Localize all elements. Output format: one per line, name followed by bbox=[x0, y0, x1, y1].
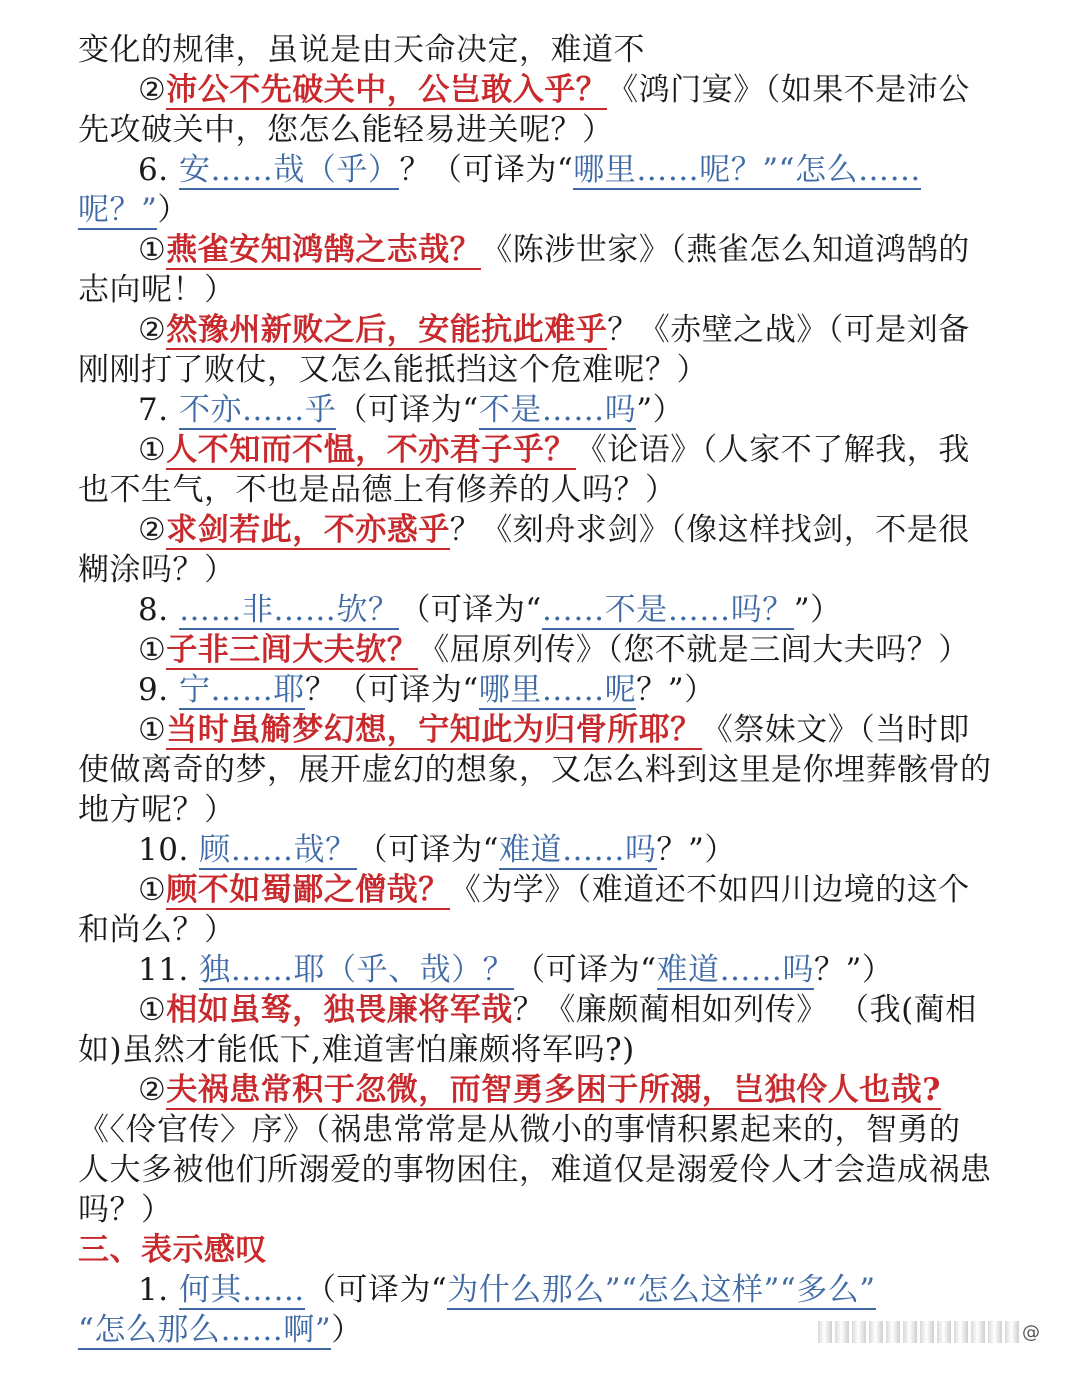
pattern-text: 何其…… bbox=[178, 1272, 305, 1308]
translation-prefix: ？（可译为“ bbox=[399, 152, 574, 188]
text-line-29 bbox=[78, 1150, 1003, 1190]
translation-suffix: ？”） bbox=[636, 672, 716, 708]
example-sentence: 当时虽觭梦幻想，宁知此为归骨所耶？ bbox=[166, 712, 702, 748]
line-text: ） bbox=[157, 192, 189, 228]
example-sentence: 子非三闾大夫欤？ bbox=[166, 632, 419, 668]
example-sentence: 然豫州新败之后，安能抗此难乎 bbox=[166, 312, 608, 348]
pattern-line-9 bbox=[138, 670, 1003, 710]
pattern-line-6 bbox=[138, 150, 1003, 190]
line-text: 地方呢？） bbox=[78, 792, 236, 828]
example-number: ② bbox=[138, 512, 167, 548]
watermark-bar bbox=[954, 1321, 968, 1343]
example-line-2 bbox=[138, 70, 1003, 110]
example-number: ① bbox=[138, 632, 167, 668]
text-line-5 bbox=[78, 190, 1003, 230]
pattern-line-10 bbox=[138, 830, 1003, 870]
section-heading bbox=[78, 1230, 1003, 1270]
watermark-bar bbox=[1005, 1321, 1019, 1343]
text-line-12 bbox=[78, 470, 1003, 510]
translation-prefix: （可译为“ bbox=[336, 392, 479, 428]
example-sentence: 沛公不先破关中，公岂敢入乎？ bbox=[166, 72, 608, 108]
pattern-line-8 bbox=[138, 590, 1003, 630]
example-number: ② bbox=[138, 72, 167, 108]
translation-suffix: ？”） bbox=[656, 832, 736, 868]
line-text: 志向呢！） bbox=[78, 272, 236, 308]
watermark-bar bbox=[937, 1321, 951, 1343]
watermark-bar bbox=[886, 1321, 900, 1343]
text-line-19 bbox=[78, 750, 1003, 790]
example-source: 《鸿门宴》（如果不是沛公 bbox=[607, 72, 970, 108]
pattern-number: 7. bbox=[138, 392, 179, 428]
example-source: 《为学》（难道还不如四川边境的这个 bbox=[449, 872, 970, 908]
text-line-9 bbox=[78, 350, 1003, 390]
line-text: 和尚么？） bbox=[78, 912, 236, 948]
text-line-30 bbox=[78, 1190, 1003, 1230]
line-text: 《〈伶官传〉序》（祸患常常是从微小的事情积累起来的，智勇的 bbox=[78, 1112, 961, 1148]
line-text: 糊涂吗？） bbox=[78, 552, 236, 588]
pattern-text: 安……哉（乎） bbox=[178, 152, 400, 188]
pattern-line-11 bbox=[138, 950, 1003, 990]
example-number: ① bbox=[138, 992, 167, 1028]
example-number: ① bbox=[138, 232, 167, 268]
example-source: 《陈涉世家》（燕雀怎么知道鸿鹄的 bbox=[481, 232, 970, 268]
example-line-25 bbox=[138, 990, 1003, 1030]
text-line-26 bbox=[78, 1030, 1003, 1070]
pattern-number: 9. bbox=[138, 672, 179, 708]
line-text: 刚刚打了败仗，又怎么能抵挡这个危难呢？） bbox=[78, 352, 708, 388]
pattern-text: ……非……欤？ bbox=[178, 592, 400, 628]
example-source: ？《廉颇蔺相如列传》 （我(蔺相 bbox=[512, 992, 977, 1028]
pattern-line-7 bbox=[138, 390, 1003, 430]
translation-text: 呢？” bbox=[78, 192, 158, 228]
translation-prefix: （可译为“ bbox=[304, 1272, 448, 1308]
pattern-number: 1. bbox=[138, 1272, 179, 1308]
example-sentence: 求剑若此，不亦惑乎 bbox=[166, 512, 450, 548]
example-sentence: 顾不如蜀鄙之僧哉？ bbox=[166, 872, 450, 908]
line-text: 先攻破关中，您怎么能轻易进关呢？） bbox=[78, 112, 614, 148]
text-line-28 bbox=[78, 1110, 1003, 1150]
example-line-18 bbox=[138, 710, 1003, 750]
translation-suffix: ”） bbox=[636, 392, 685, 428]
example-sentence: 燕雀安知鸿鹄之志哉？ bbox=[166, 232, 482, 268]
example-line-16 bbox=[138, 630, 1003, 670]
example-number: ① bbox=[138, 872, 167, 908]
translation-text: “怎么那么……啊” bbox=[78, 1312, 332, 1348]
line-text: 人大多被他们所溺爱的事物困住，难道仅是溺爱伶人才会造成祸患 bbox=[78, 1152, 992, 1188]
text-line-20 bbox=[78, 790, 1003, 830]
text-line-3 bbox=[78, 110, 1003, 150]
pattern-line-1 bbox=[138, 1270, 1003, 1310]
example-source: ？《赤壁之战》（可是刘备 bbox=[607, 312, 970, 348]
translation-prefix: （可译为“ bbox=[356, 832, 500, 868]
example-sentence: 人不知而不愠，不亦君子乎？ bbox=[166, 432, 576, 468]
example-source: 《祭妹文》（当时即 bbox=[701, 712, 970, 748]
line-text: 也不生气，不也是品德上有修养的人吗？） bbox=[78, 472, 677, 508]
watermark-bar bbox=[852, 1321, 866, 1343]
example-source: 《屈原列传》（您不就是三闾大夫吗？） bbox=[418, 632, 970, 668]
pattern-text: 宁……耶 bbox=[178, 672, 305, 708]
line-text: ） bbox=[331, 1312, 363, 1348]
translation-text: 难道……吗 bbox=[499, 832, 657, 868]
pattern-text: 顾……哉？ bbox=[199, 832, 357, 868]
example-number: ① bbox=[138, 432, 167, 468]
example-source: 《论语》（人家不了解我，我 bbox=[575, 432, 970, 468]
example-number: ② bbox=[138, 312, 167, 348]
watermark-bar bbox=[903, 1321, 917, 1343]
heading-text: 三、表示感叹 bbox=[78, 1232, 267, 1268]
text-line-23 bbox=[78, 910, 1003, 950]
example-number: ② bbox=[138, 1072, 167, 1108]
watermark-bar bbox=[818, 1321, 832, 1343]
example-line-11 bbox=[138, 430, 1003, 470]
pattern-number: 6. bbox=[138, 152, 179, 188]
watermark-bar bbox=[835, 1321, 849, 1343]
watermark-bar bbox=[869, 1321, 883, 1343]
text-line-33 bbox=[78, 1310, 778, 1350]
translation-suffix: ”） bbox=[793, 592, 842, 628]
translation-text: 哪里……呢 bbox=[478, 672, 637, 708]
pattern-number: 10. bbox=[138, 832, 200, 868]
example-source: ？《刻舟求剑》（像这样找剑，不是很 bbox=[449, 512, 970, 548]
translation-prefix: ？（可译为“ bbox=[304, 672, 479, 708]
watermark bbox=[818, 1317, 1058, 1347]
example-number: ① bbox=[138, 712, 167, 748]
line-text: 使做离奇的梦，展开虚幻的想象，又怎么料到这里是你埋葬骸骨的 bbox=[78, 752, 992, 788]
translation-suffix: ？”） bbox=[814, 952, 894, 988]
example-line-8 bbox=[138, 310, 1003, 350]
pattern-number: 8. bbox=[138, 592, 179, 628]
text-line-7 bbox=[78, 270, 1003, 310]
watermark-text: @ bbox=[1022, 1321, 1040, 1343]
pattern-number: 11. bbox=[138, 952, 200, 988]
watermark-bar bbox=[971, 1321, 985, 1343]
example-line-27 bbox=[138, 1070, 1003, 1110]
pattern-text: 不亦……乎 bbox=[178, 392, 337, 428]
translation-text: 哪里……呢？”“怎么…… bbox=[573, 152, 921, 188]
translation-prefix: （可译为“ bbox=[399, 592, 542, 628]
example-sentence: 相如虽驽，独畏廉将军哉 bbox=[166, 992, 513, 1028]
translation-text: 难道……吗 bbox=[656, 952, 815, 988]
translation-text: ……不是……吗？ bbox=[541, 592, 794, 628]
watermark-bar bbox=[988, 1321, 1002, 1343]
line-text: 吗？） bbox=[78, 1192, 173, 1228]
line-text: 如)虽然才能低下,难道害怕廉颇将军吗?) bbox=[78, 1032, 635, 1068]
translation-text: 为什么那么”“怎么这样”“多么” bbox=[447, 1272, 876, 1308]
watermark-bar bbox=[920, 1321, 934, 1343]
translation-text: 不是……吗 bbox=[478, 392, 637, 428]
translation-prefix: （可译为“ bbox=[514, 952, 657, 988]
example-line-13 bbox=[138, 510, 1003, 550]
line-text: 变化的规律，虽说是由天命决定，难道不 bbox=[78, 32, 645, 68]
pattern-text: 独……耶（乎、哉）？ bbox=[199, 952, 515, 988]
example-line-6 bbox=[138, 230, 1003, 270]
example-line-22 bbox=[138, 870, 1003, 910]
example-sentence: 夫祸患常积于忽微，而智勇多困于所溺，岂独伶人也哉? bbox=[166, 1072, 941, 1108]
text-line-1 bbox=[78, 30, 1003, 70]
text-line-14 bbox=[78, 550, 1003, 590]
